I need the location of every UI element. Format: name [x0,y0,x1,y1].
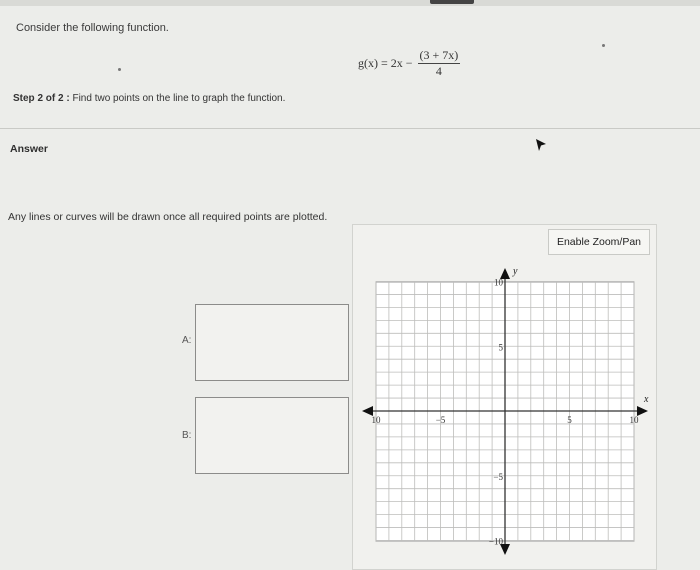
formula-denominator: 4 [435,64,442,78]
x-tick-label: 10 [629,415,639,425]
point-b-label: B: [182,430,192,441]
step-text: Find two points on the line to graph the function. [69,93,286,104]
formula-numerator: (3 + 7x) [419,48,459,62]
y-axis-label: y [513,266,518,277]
plot-note: Any lines or curves will be drawn once all required points are plotted. [8,211,328,223]
formula-lhs: g(x) = 2x − [358,56,413,70]
x-axis-right-arrow-icon [637,406,648,416]
intro-text: Consider the following function. [16,22,169,34]
y-tick-label: −5 [493,471,503,482]
x-tick-label: 10 [371,415,381,425]
y-tick-label: −10 [488,536,503,547]
answer-heading: Answer [10,143,48,155]
x-axis-label: x [644,394,649,405]
y-tick-label: 5 [498,342,503,353]
x-tick-label: −5 [435,415,446,425]
point-a-label: A: [182,335,192,346]
enable-zoom-pan-button[interactable]: Enable Zoom/Pan [548,229,650,255]
x-tick-label: 5 [567,415,572,425]
y-tick-label: 10 [494,277,503,288]
step-prefix: Step 2 of 2 : [13,93,70,104]
